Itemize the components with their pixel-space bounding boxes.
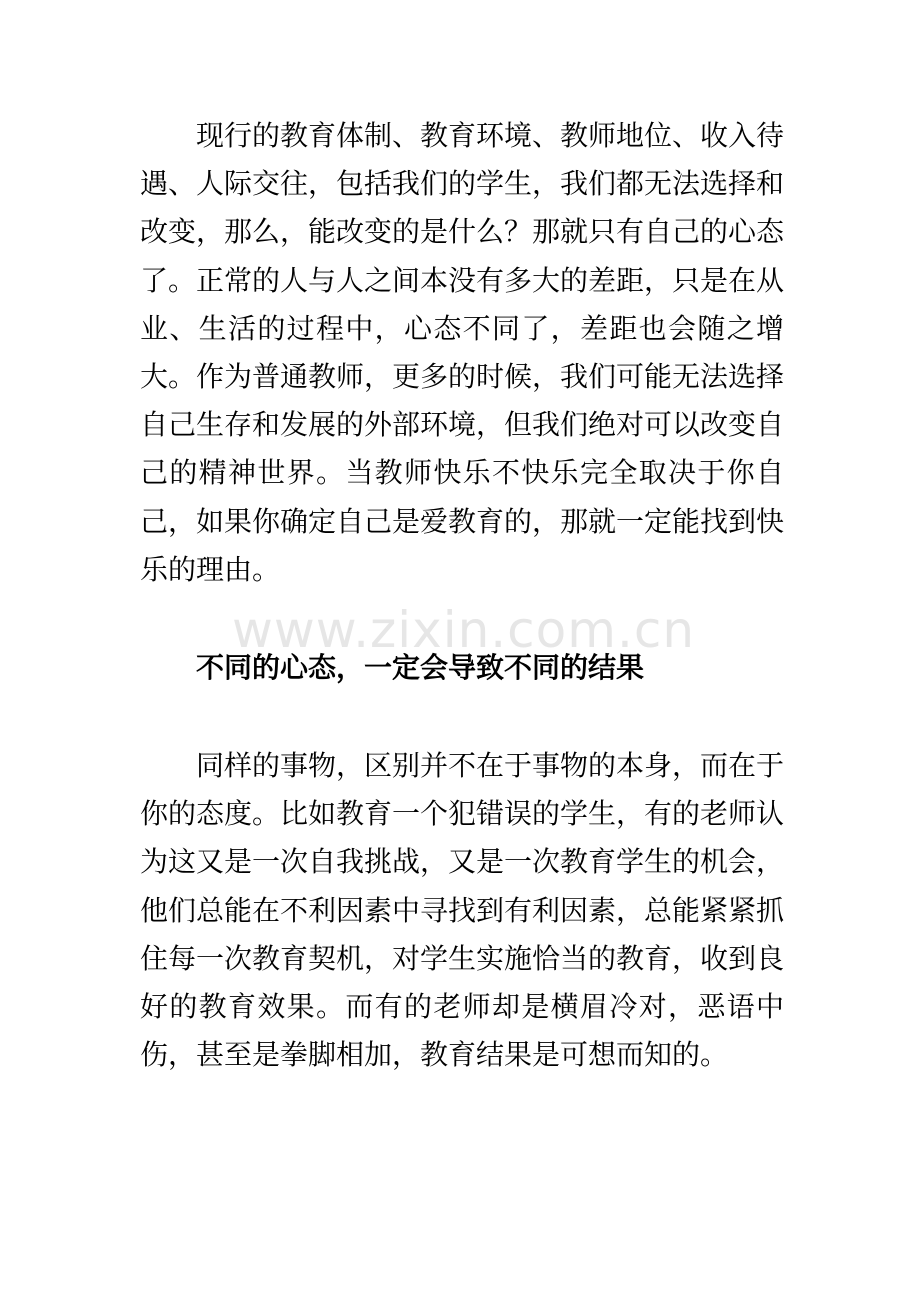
- section-heading: 不同的心态，一定会导致不同的结果: [196, 651, 645, 684]
- paragraph-2: 同样的事物，区别并不在于事物的本身，而在于你的态度。比如教育一个犯错误的学生，有的老师认为这又是一次自我挑战，又是一次教育学生的机会，他们总能在不利因素中寻找到有利因素，总能紧紧抓住每一次教育契机，对学生实施恰当的教育，收到良好的教育效果。而有的老师却是横眉冷对，恶语中伤，甚至是拳脚相加，教育结果是可想而知的。: [140, 749, 785, 1072]
- watermark: www.zixin.com.cn: [232, 601, 696, 659]
- paragraph-1: 现行的教育体制、教育环境、教师地位、收入待遇、人际交往，包括我们的学生，我们都无法选择和改变，那么，能改变的是什么？那就只有自己的心态了。正常的人与人之间本没有多大的差距，只是在从业、生活的过程中，心态不同了，差距也会随之增大。作为普通教师，更多的时候，我们可能无法选择自己生存和发展的外部环境，但我们绝对可以改变自己的精神世界。当教师快乐不快乐完全取决于你自己，如果你确定自己是爱教育的，那就一定能找到快乐的理由。: [140, 119, 785, 586]
